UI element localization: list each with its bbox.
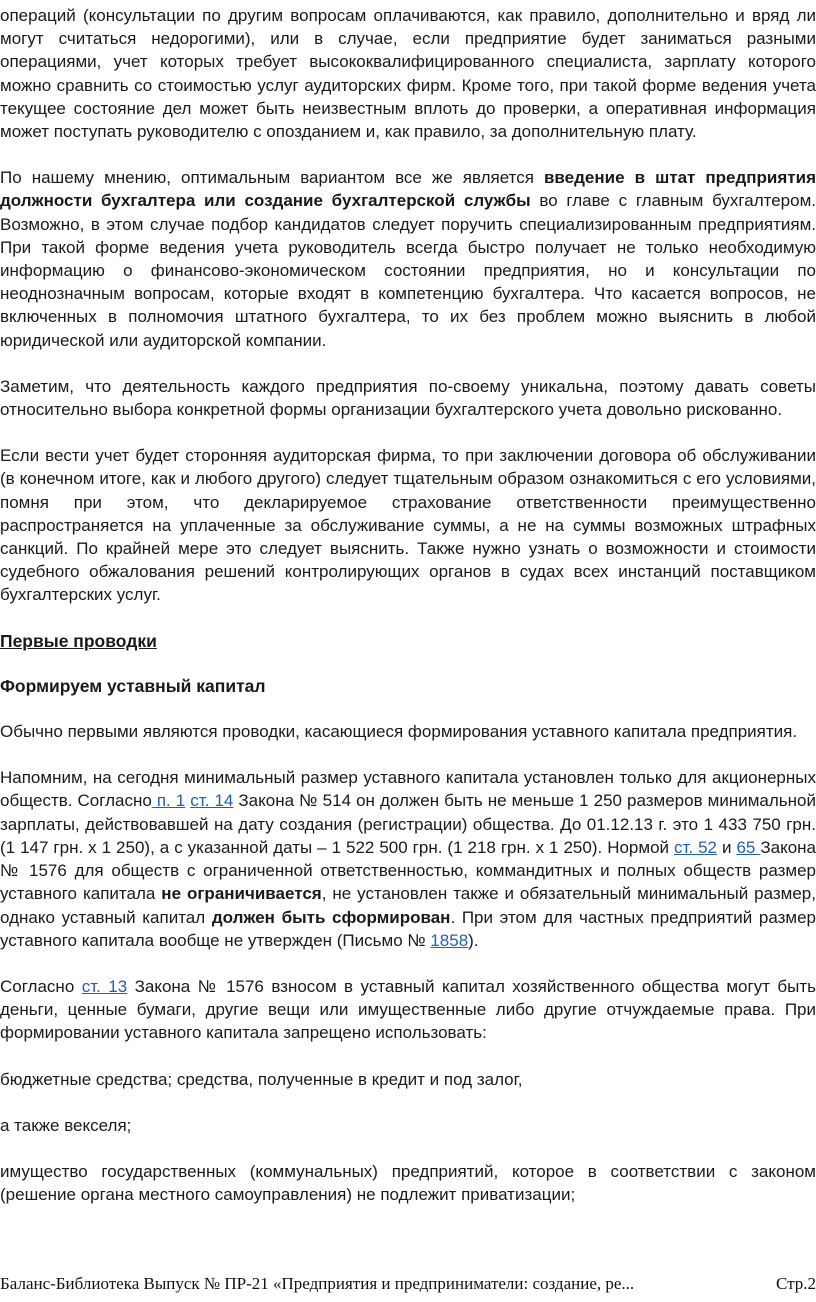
link-st52[interactable]: ст. 52 [674,837,718,857]
paragraph-7 [0,975,816,1045]
bold-text: введение в штат предприятия должности бухгалтера или создание бухгалтерской службы [0,168,816,211]
paragraph-3 [0,375,816,421]
paragraph-text: , не установлен также и обязательный минимальный размер, однако уставный капитал [0,884,816,927]
paragraph-text: Заметим, что деятельность каждого предприятия по-своему уникальна, поэтому давать советы относительно выбора конкретной формы организации бухгалтерского учета довольно рискованно. [0,376,816,420]
section-heading: Первые проводки [0,630,157,651]
link-st13[interactable]: ст. 13 [81,976,128,996]
page-number: Стр.2 [775,1274,816,1293]
paragraph-2 [0,166,816,352]
subsection-heading: Формируем уставный капитал [0,675,266,696]
paragraph-text: ). [468,930,479,950]
document-body [0,4,816,1229]
paragraph-text: а также векселя; [0,1115,132,1135]
paragraph-10 [0,1160,816,1206]
link-p1[interactable]: п. 1 [151,791,186,811]
paragraph-text: операций (консультации по другим вопросам оплачиваются, как правило, дополнительно и вряд ли могут считаться недорогими), или в случае, если предприятие будет заниматься разными операциями, учет которых требует высококвалифицированного специалиста, зарплату которого можно сравнить со стоимостью услуг аудиторских фирм. Кроме того, при такой форме ведения учета текущее состояние дел может быть неизвестным вплоть до проверки, а оперативная информация может поступать руководителю с опозданием и, как правило, за дополнительную плату. [0,6,816,142]
bold-text: не ограничивается [161,884,322,904]
paragraph-6 [0,766,816,952]
paragraph-text: имущество государственных (коммунальных) предприятий, которое в соответствии с законом (решение органа местного самоуправления) не подлежит приватизации; [0,1161,816,1205]
paragraph-text: во главе с главным бухгалтером. Возможно, в этом случае подбор кандидатов следует поручить специализированным предприятиям. При такой форме ведения учета руководитель всегда быстро получает не только необходимую информацию о финансово-экономическом состоянии предприятия, но и консультации по неоднозначным вопросам, которые входят в компетенцию бухгалтера. Что касается вопросов, не включенных в полномочия штатного бухгалтера, то их без проблем можно выяснить в любой юридической или аудиторской компании. [0,191,816,350]
paragraph-text: . При этом для частных предприятий размер уставного капитала вообще не утвержден (Письмо № [0,907,816,950]
paragraph-text: Напомним, на сегодня минимальный размер уставного капитала установлен только для акционерных обществ. Согласно [0,768,816,811]
link-letter-1858[interactable]: 1858 [430,930,469,950]
paragraph-text: и [717,837,737,857]
paragraph-text: Закона № 1576 взносом в уставный капитал хозяйственного общества могут быть деньги, ценные бумаги, другие вещи или имущественные либо другие отчуждаемые права. При формировании уставного капитала запрещено использовать: [0,976,816,1043]
page-footer [0,1274,816,1294]
paragraph-text: Обычно первыми являются проводки, касающиеся формирования уставного капитала предприятия. [0,722,798,742]
paragraph-text: Согласно [0,976,82,996]
paragraph-1 [0,4,816,143]
bold-text: должен быть сформирован [211,907,451,927]
paragraph-4 [0,444,816,606]
link-st65[interactable]: 65 [736,837,761,857]
footer-title: Баланс-Библиотека Выпуск № ПР-21 «Предприятия и предприниматели: создание, ре... [0,1274,635,1293]
paragraph-text: Закона № 514 он должен быть не меньше 1 250 размеров минимальной зарплаты, действовавшей на дату создания (регистрации) общества. До 01.12.13 г. это 1 433 750 грн. (1 147 грн. х 1 250), а с указанной даты – 1 522 500 грн. (1 218 грн. х 1 250). Нормой [0,791,816,857]
paragraph-text: Закона № 1576 для обществ с ограниченной ответственностью, коммандитных и полных обществ размер уставного капитала [0,837,816,904]
paragraph-5 [0,720,816,743]
paragraph-8 [0,1068,816,1091]
link-st14[interactable]: ст. 14 [190,791,234,811]
paragraph-9 [0,1114,816,1137]
paragraph-text: бюджетные средства; средства, полученные в кредит и под залог, [0,1069,523,1089]
paragraph-text: По нашему мнению, оптимальным вариантом все же является [0,168,544,188]
paragraph-text: Если вести учет будет сторонняя аудиторская фирма, то при заключении договора об обслуживании (в конечном итоге, как и любого другого) следует тщательным образом ознакомиться с его условиями, помня при этом, что декларируемое страхование ответственности преимущественно распространяется на уплаченные за обслуживание суммы, а не на суммы возможных штрафных санкций. По крайней мере это следует выяснить. Также нужно узнать о возможности и стоимости судебного обжалования решений контролирующих органов в судах всех инстанций поставщиком бухгалтерских услуг. [0,446,816,605]
